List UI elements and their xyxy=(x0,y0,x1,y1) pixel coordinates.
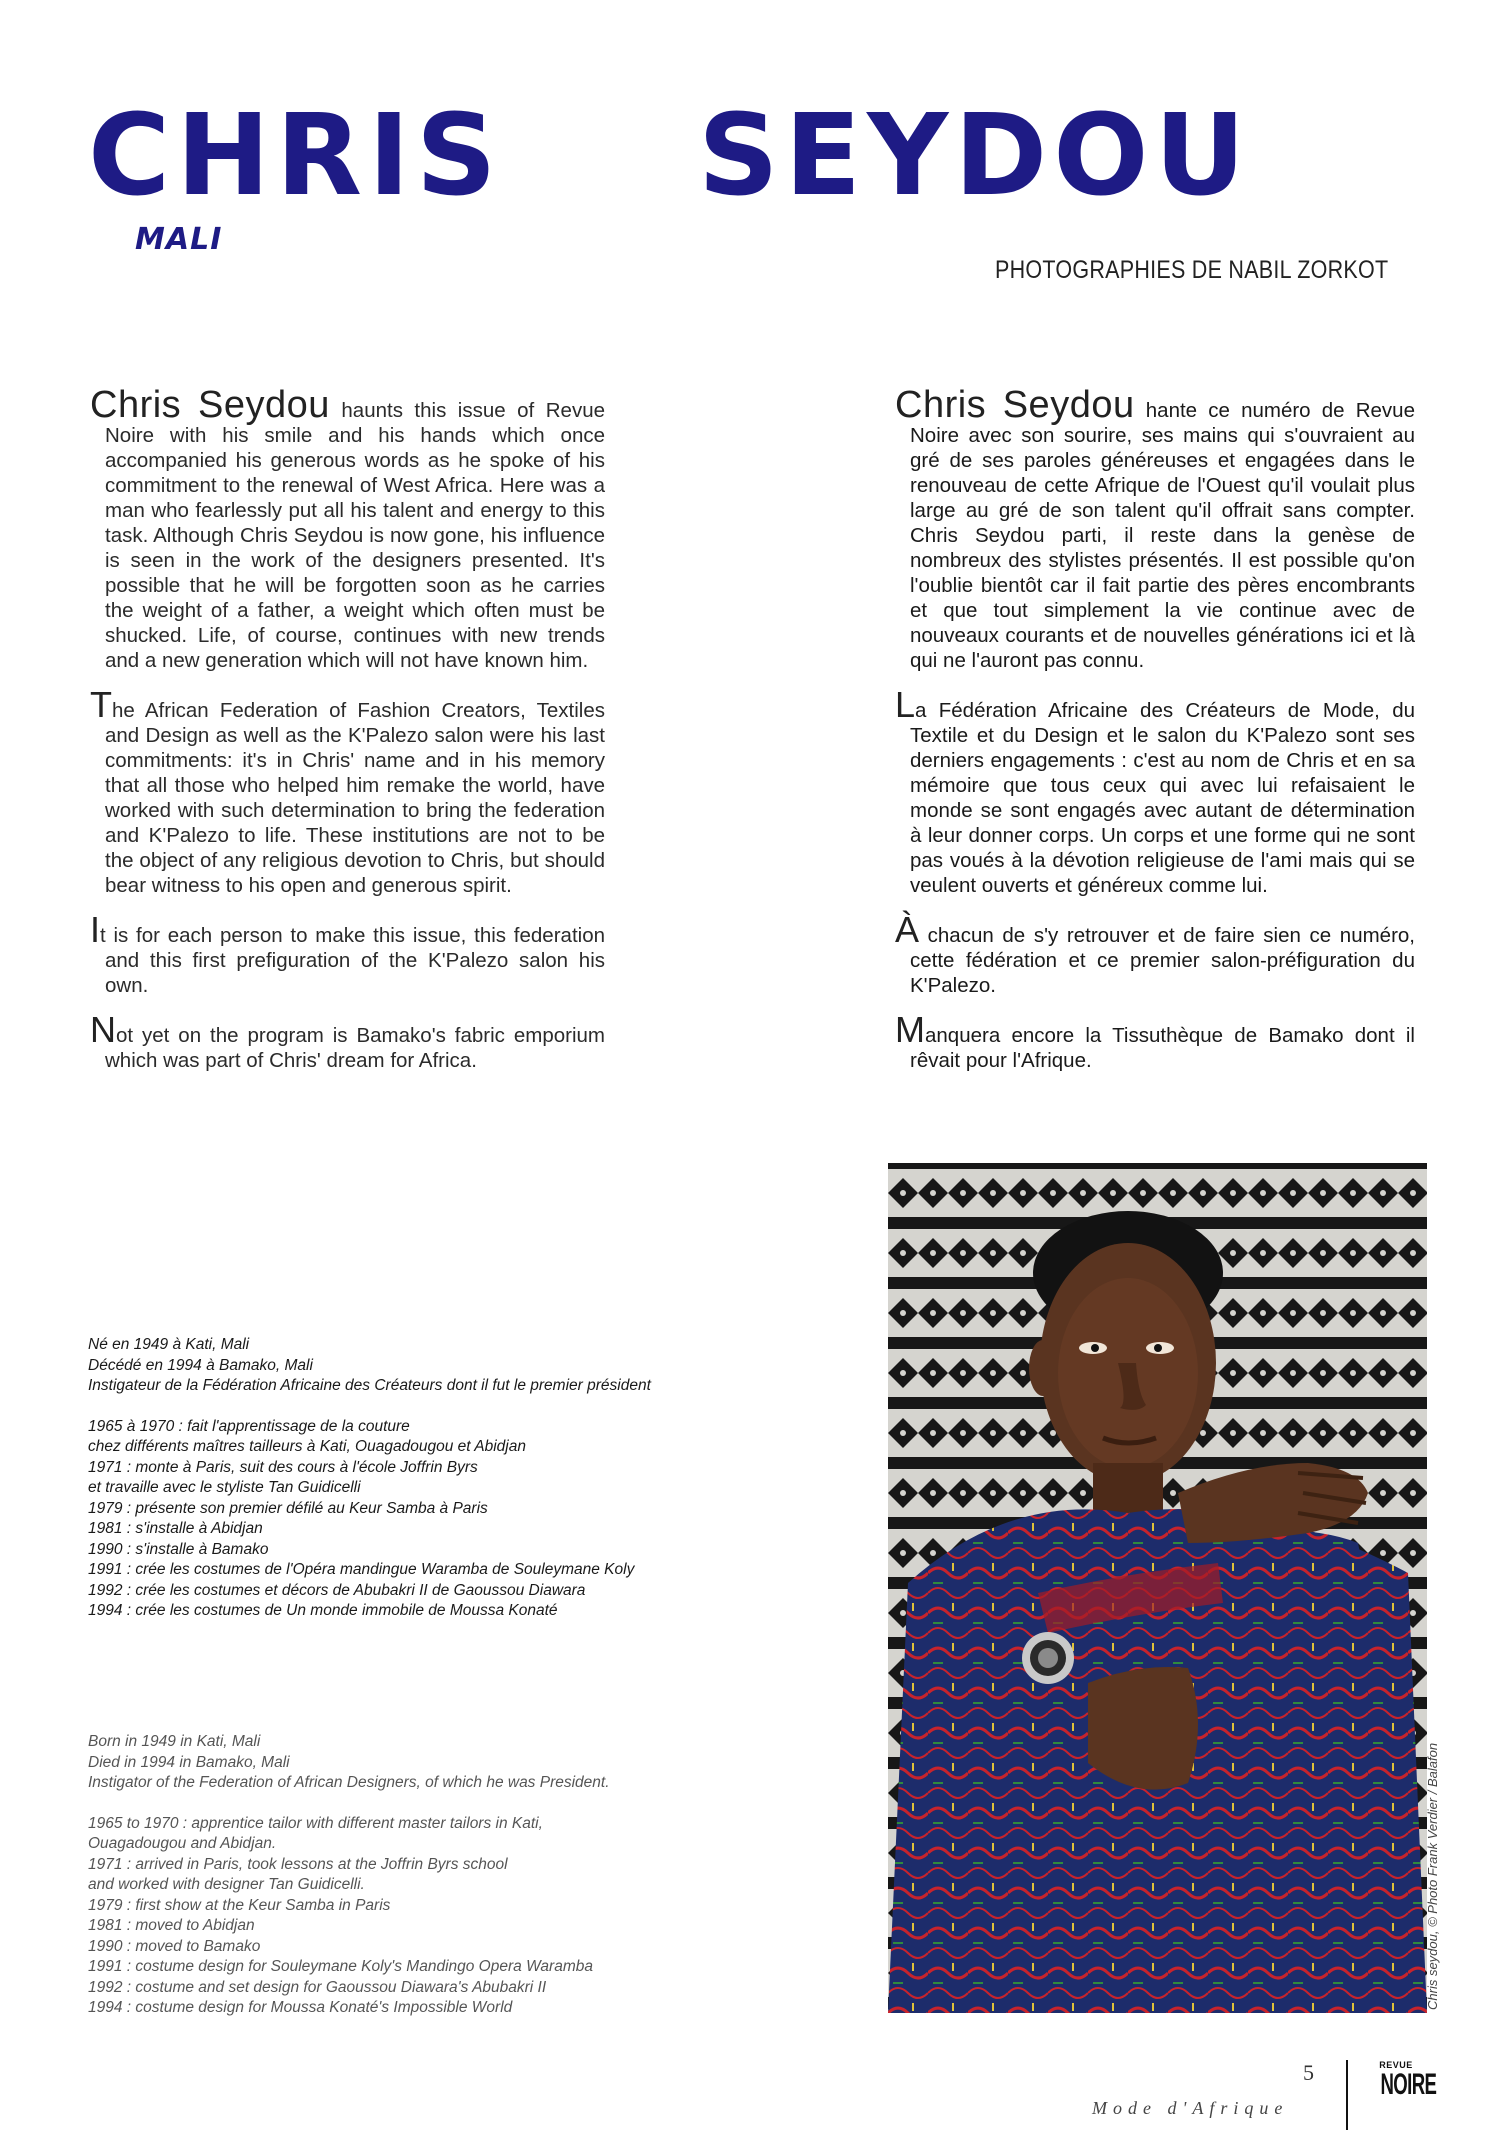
drop-cap: I xyxy=(90,909,101,950)
bio-line: 1971 : arrived in Paris, took lessons at the Joffrin Byrs school xyxy=(88,1855,508,1873)
bio-line: 1979 : first show at the Keur Samba in Paris xyxy=(88,1896,391,1914)
french-paragraph-3 xyxy=(895,909,1415,998)
bio-line: 1992 : crée les costumes et décors de Abubakri II de Gaoussou Diawara xyxy=(88,1581,586,1599)
photo-credit-vertical: Chris seydou, © Photo Frank Verdier / Balafon xyxy=(1425,1742,1440,2010)
bio-line: 1991 : crée les costumes de l'Opéra mandingue Waramba de Souleymane Koly xyxy=(88,1561,635,1578)
french-paragraph-2 xyxy=(895,684,1415,898)
english-paragraph-2 xyxy=(90,684,605,898)
bio-line: 1981 : s'installe à Abidjan xyxy=(88,1520,263,1537)
french-paragraph-4 xyxy=(895,1009,1415,1073)
drop-cap: L xyxy=(895,684,916,725)
english-paragraph-3 xyxy=(90,909,605,998)
country-label: MALI xyxy=(135,222,223,257)
section-title: Mode d'Afrique xyxy=(1092,2098,1289,2118)
english-p1-text: haunts this issue of Revue Noire with his smile and his hands which once accompanied his generous words as he spoke of his commitment to the renewal of West Africa. Here was a man who fearlessly put all his talent and energy to this task. Although Chris Seydou is now gone, his influence is seen in the work of the designers presented. It's possible that he will be forgotten soon as he carries the weight of a father, a weight which often must be shucked. Life, of course, continues with new trends and a new generation which will not have known him. xyxy=(105,399,605,672)
bio-line: 1990 : moved to Bamako xyxy=(88,1937,261,1955)
french-column xyxy=(895,384,1415,1095)
bio-line: 1990 : s'installe à Bamako xyxy=(88,1540,269,1558)
english-p2-text: he African Federation of Fashion Creators, Textiles and Design as well as the K'Palezo salon were his last commitments: it's in Chris' name and in his memory that all those who helped him remake the world, have worked with such determination to bring the federation and K'Palezo to life. These institutions are not to be the object of any religious devotion to Chris, but should bear witness to his open and generous spirit. xyxy=(105,699,605,897)
french-p3-text: chacun de s'y retrouver et de faire sien ce numéro, cette fédération et ce premier salon-préfiguration du K'Palezo. xyxy=(910,924,1415,997)
footer-divider xyxy=(1346,2060,1348,2130)
bio-line: Instigator of the Federation of African Designers, of which he was President. xyxy=(88,1774,610,1791)
biography-english xyxy=(88,1732,610,2019)
bio-line: 1994 : costume design for Moussa Konaté's Impossible World xyxy=(88,1999,513,2016)
bio-line: Born in 1949 in Kati, Mali xyxy=(88,1733,261,1750)
french-p2-text: a Fédération Africaine des Créateurs de Mode, du Textile et du Design et le salon du K'Palezo sont ses derniers engagements : c'est au nom de Chris et en sa mémoire que tous ceux qui avec lui refaisaient le monde se sont engagés avec autant de détermination à leur donner corps. Un corps et une forme qui ne sont pas voués à la dévotion religieuse de l'ami mais qui se veulent ouverts et généreux comme lui. xyxy=(910,699,1415,897)
bio-line: 1981 : moved to Abidjan xyxy=(88,1917,255,1934)
french-lead: Chris Seydou xyxy=(895,384,1135,426)
drop-cap: À xyxy=(895,909,920,950)
english-p4-text: ot yet on the program is Bamako's fabric emporium which was part of Chris' dream for Africa. xyxy=(105,1024,605,1072)
bio-line: 1992 : costume and set design for Gaoussou Diawara's Abubakri II xyxy=(88,1978,547,1996)
english-paragraph-4 xyxy=(90,1009,605,1073)
french-paragraph-1 xyxy=(895,384,1415,673)
drop-cap: N xyxy=(90,1009,116,1050)
bio-line: chez différents maîtres tailleurs à Kati, Ouagadougou et Abidjan xyxy=(88,1438,526,1455)
drop-cap: M xyxy=(895,1009,925,1050)
bio-line: and worked with designer Tan Guidicelli. xyxy=(88,1876,365,1893)
bio-line: 1965 à 1970 : fait l'apprentissage de la couture xyxy=(88,1417,410,1435)
french-p4-text: anquera encore la Tissuthèque de Bamako dont il rêvait pour l'Afrique. xyxy=(910,1024,1415,1072)
english-lead: Chris Seydou xyxy=(90,384,330,426)
english-column xyxy=(90,384,605,1095)
english-paragraph-1 xyxy=(90,384,605,673)
bio-line: 1991 : costume design for Souleymane Koly's Mandingo Opera Waramba xyxy=(88,1958,593,1975)
english-p3-text: t is for each person to make this issue, this federation and this first prefiguration of the K'Palezo salon his own. xyxy=(100,924,605,997)
bio-line: Died in 1994 in Bamako, Mali xyxy=(88,1753,290,1771)
bio-line: 1994 : crée les costumes de Un monde immobile de Moussa Konaté xyxy=(88,1602,558,1619)
bio-line: Ouagadougou and Abidjan. xyxy=(88,1835,277,1852)
revue-noire-logo xyxy=(1371,2060,1437,2101)
bio-line: 1965 to 1970 : apprentice tailor with different master tailors in Kati, xyxy=(88,1814,543,1832)
page-title-first: CHRIS xyxy=(88,91,503,221)
bio-line: et travaille avec le styliste Tan Guidicelli xyxy=(88,1479,361,1496)
logo-bottom-text: NOIRE xyxy=(1380,2068,1437,2101)
drop-cap: T xyxy=(90,684,112,725)
photographer-credit: PHOTOGRAPHIES DE NABIL ZORKOT xyxy=(994,256,1388,284)
french-p1-text: hante ce numéro de Revue Noire avec son sourire, ses mains qui s'ouvraient au gré de ses paroles généreuses et engagées dans le renouveau de cette Afrique de l'Ouest qu'il voulait plus large au gré de son talent qu'il offrait sans compter. Chris Seydou parti, il reste dans la genèse de nombreux des stylistes présentés. Il est possible qu'on l'oublie bientôt car il fait partie des pères encombrants et que tout simplement la vie continue avec de nouveaux courants et de nouvelles générations ici et là qui ne l'auront pas connu. xyxy=(910,399,1415,672)
portrait-photo xyxy=(888,1163,1427,2013)
biography-french xyxy=(88,1335,651,1622)
page-number: 5 xyxy=(1303,2060,1314,2085)
bio-line: Instigateur de la Fédération Africaine des Créateurs dont il fut le premier président xyxy=(88,1377,651,1394)
bio-line: Décédé en 1994 à Bamako, Mali xyxy=(88,1356,313,1374)
page-title-last: SEYDOU xyxy=(698,91,1252,221)
bio-line: 1971 : monte à Paris, suit des cours à l'école Joffrin Byrs xyxy=(88,1458,478,1476)
logo-top-text: REVUE xyxy=(1379,2060,1413,2070)
bio-line: 1979 : présente son premier défilé au Keur Samba à Paris xyxy=(88,1499,488,1517)
bio-line: Né en 1949 à Kati, Mali xyxy=(88,1336,250,1353)
